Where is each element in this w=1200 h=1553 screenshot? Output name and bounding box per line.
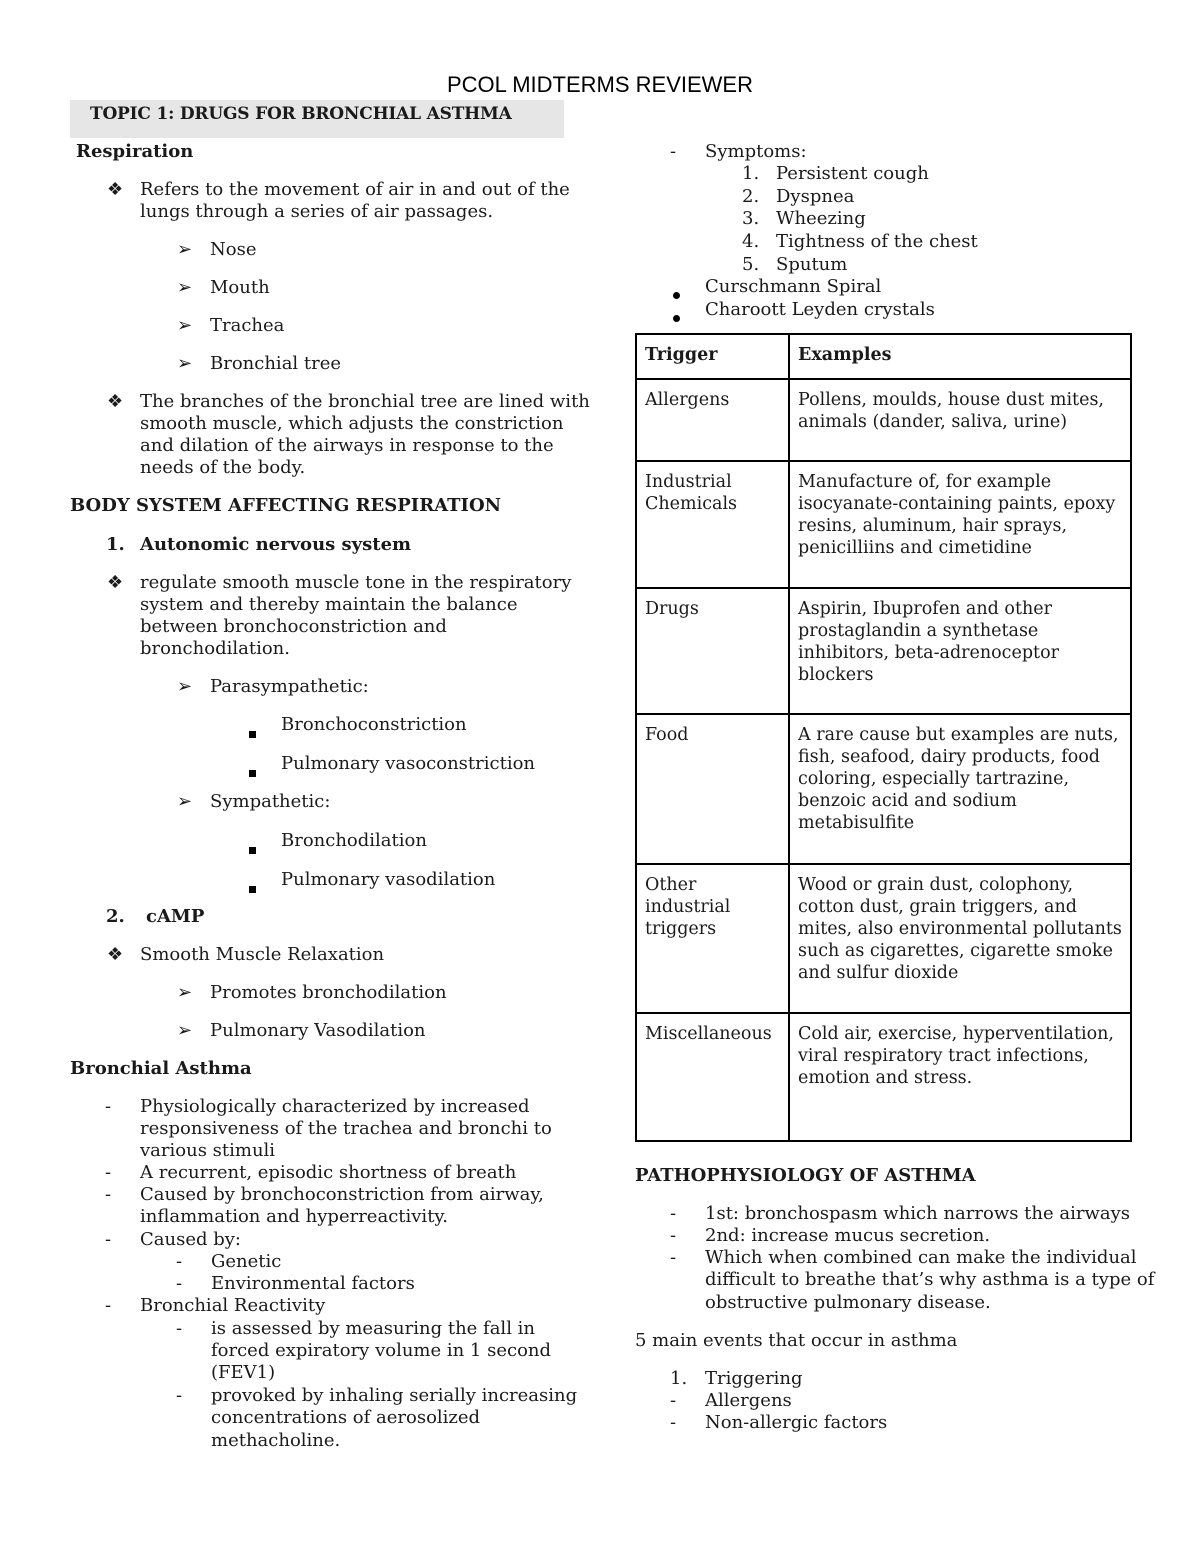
dash-bullet: - — [105, 1295, 112, 1316]
autonomic-desc-line: regulate smooth muscle tone in the respiratory — [140, 572, 572, 593]
symptoms-label: Symptoms: — [705, 141, 807, 162]
dash-bullet: - — [670, 1390, 677, 1411]
diamond-bullet-icon: ❖ — [107, 179, 124, 200]
respiration-heading: Respiration — [76, 141, 194, 162]
symptom-item: Persistent cough — [776, 163, 929, 184]
parasympathetic-item: Pulmonary vasoconstriction — [281, 753, 536, 774]
bronchial-tree-line: smooth muscle, which adjusts the constriction — [140, 413, 564, 434]
bronchial-asthma-heading: Bronchial Asthma — [70, 1058, 252, 1079]
dash-bullet: - — [670, 1247, 677, 1268]
respiration-def-line: Refers to the movement of air in and out of the — [140, 179, 570, 200]
trigger-cell: Allergens — [636, 379, 789, 461]
examples-cell: Wood or grain dust, colophony, cotton dust, grain triggers, and mites, also environmental pollutants such as cigarettes, cigarette smoke and sulfur dioxide — [789, 864, 1131, 1013]
parasympathetic-item: Bronchoconstriction — [281, 714, 467, 735]
patho-line: 2nd: increase mucus secretion. — [705, 1225, 991, 1246]
diamond-bullet-icon: ❖ — [107, 572, 124, 593]
event-item: Triggering — [705, 1368, 803, 1389]
arrow-bullet-icon: ➢ — [177, 315, 193, 336]
symptom-number: 2. — [742, 186, 760, 207]
trigger-cell: Food — [636, 714, 789, 864]
symptom-number: 5. — [742, 254, 760, 275]
dash-bullet: - — [670, 1203, 677, 1224]
diamond-bullet-icon: ❖ — [107, 391, 124, 412]
asthma-line: Caused by bronchoconstriction from airway, — [140, 1184, 544, 1205]
square-bullet-icon — [249, 877, 256, 899]
symptom-extra: Charoott Leyden crystals — [705, 299, 935, 320]
asthma-line: provoked by inhaling serially increasing — [211, 1385, 578, 1406]
asthma-line: various stimuli — [140, 1140, 276, 1161]
patho-line: 1st: bronchospasm which narrows the airways — [705, 1203, 1131, 1224]
table-row — [636, 714, 1131, 864]
document-title: PCOL MIDTERMS REVIEWER — [447, 72, 753, 97]
passage-item: Nose — [210, 239, 257, 260]
dash-bullet: - — [670, 1225, 677, 1246]
asthma-line: (FEV1) — [211, 1362, 276, 1383]
examples-cell: A rare cause but examples are nuts, fish, seafood, dairy products, food coloring, especially tartrazine, benzoic acid and sodium metabisulfite — [789, 714, 1131, 864]
patho-line: difficult to breathe that’s why asthma is a type of — [705, 1269, 1155, 1290]
examples-cell: Aspirin, Ibuprofen and other prostaglandin a synthetase inhibitors, beta-adrenoceptor blockers — [789, 588, 1131, 714]
dash-bullet: - — [176, 1385, 183, 1406]
asthma-line: forced expiratory volume in 1 second — [211, 1340, 552, 1361]
arrow-bullet-icon: ➢ — [177, 1020, 193, 1041]
asthma-line: Genetic — [211, 1251, 282, 1272]
dash-bullet: - — [670, 141, 677, 162]
dash-bullet: - — [176, 1251, 183, 1272]
square-bullet-icon — [249, 761, 256, 783]
symptom-number: 1. — [742, 163, 760, 184]
arrow-bullet-icon: ➢ — [177, 791, 193, 812]
symptom-item: Sputum — [776, 254, 848, 275]
event-number: 1. — [670, 1368, 688, 1389]
table-row — [636, 588, 1131, 714]
symptom-item: Tightness of the chest — [776, 231, 978, 252]
dash-bullet: - — [670, 1412, 677, 1433]
table-row — [636, 864, 1131, 1013]
arrow-bullet-icon: ➢ — [177, 676, 193, 697]
symptom-item: Wheezing — [776, 208, 866, 229]
asthma-line: Bronchial Reactivity — [140, 1295, 326, 1316]
table-row — [636, 379, 1131, 461]
sympathetic-item: Pulmonary vasodilation — [281, 869, 496, 890]
arrow-bullet-icon: ➢ — [177, 982, 193, 1003]
table-header: Trigger — [636, 334, 789, 379]
patho-line: obstructive pulmonary disease. — [705, 1292, 991, 1313]
asthma-line: is assessed by measuring the fall in — [211, 1318, 536, 1339]
asthma-line: responsiveness of the trachea and bronchi to — [140, 1118, 552, 1139]
arrow-bullet-icon: ➢ — [177, 277, 193, 298]
trigger-cell: Other industrial triggers — [636, 864, 789, 1013]
trigger-cell: Industrial Chemicals — [636, 461, 789, 588]
arrow-bullet-icon: ➢ — [177, 353, 193, 374]
events-label: 5 main events that occur in asthma — [635, 1330, 958, 1351]
autonomic-desc-line: system and thereby maintain the balance — [140, 594, 518, 615]
item-number: 2. — [106, 906, 125, 927]
item-number: 1. — [106, 534, 125, 555]
table-row — [636, 1013, 1131, 1141]
parasympathetic-label: Parasympathetic: — [210, 676, 369, 697]
passage-item: Mouth — [210, 277, 270, 298]
diamond-bullet-icon: ❖ — [107, 944, 124, 965]
camp-label: cAMP — [146, 906, 205, 927]
asthma-line: Caused by: — [140, 1229, 241, 1250]
symptom-number: 3. — [742, 208, 760, 229]
bronchial-tree-line: The branches of the bronchial tree are lined with — [140, 391, 590, 412]
pathophysiology-heading: PATHOPHYSIOLOGY OF ASTHMA — [635, 1165, 976, 1186]
table-header: Examples — [789, 334, 1131, 379]
dash-bullet: - — [105, 1184, 112, 1205]
asthma-line: concentrations of aerosolized — [211, 1407, 481, 1428]
dot-bullet-icon — [673, 306, 680, 328]
asthma-line: Physiologically characterized by increased — [140, 1096, 530, 1117]
arrow-bullet-icon: ➢ — [177, 239, 193, 260]
symptom-extra: Curschmann Spiral — [705, 276, 882, 297]
square-bullet-icon — [249, 838, 256, 860]
asthma-line: inflammation and hyperreactivity. — [140, 1206, 448, 1227]
dash-bullet: - — [105, 1162, 112, 1183]
camp-sub-item: Promotes bronchodilation — [210, 982, 447, 1003]
asthma-line: Environmental factors — [211, 1273, 415, 1294]
camp-sub-item: Pulmonary Vasodilation — [210, 1020, 426, 1041]
sympathetic-label: Sympathetic: — [210, 791, 331, 812]
topic-banner — [70, 100, 564, 138]
autonomic-desc-line: between bronchoconstriction and — [140, 616, 447, 637]
body-system-heading: BODY SYSTEM AFFECTING RESPIRATION — [70, 495, 502, 516]
examples-cell: Cold air, exercise, hyperventilation, viral respiratory tract infections, emotion and stress. — [789, 1013, 1131, 1141]
asthma-line: A recurrent, episodic shortness of breath — [140, 1162, 517, 1183]
camp-desc: Smooth Muscle Relaxation — [140, 944, 385, 965]
topic-heading: TOPIC 1: DRUGS FOR BRONCHIAL ASTHMA — [90, 104, 512, 124]
trigger-cell: Drugs — [636, 588, 789, 714]
trigger-table — [635, 333, 1132, 1142]
event-item: Allergens — [705, 1390, 792, 1411]
symptom-item: Dyspnea — [776, 186, 855, 207]
passage-item: Trachea — [210, 315, 285, 336]
patho-line: Which when combined can make the individual — [705, 1247, 1137, 1268]
sympathetic-item: Bronchodilation — [281, 830, 427, 851]
trigger-cell: Miscellaneous — [636, 1013, 789, 1141]
square-bullet-icon — [249, 722, 256, 744]
symptom-number: 4. — [742, 231, 760, 252]
dash-bullet: - — [105, 1229, 112, 1250]
asthma-line: methacholine. — [211, 1430, 341, 1451]
examples-cell: Manufacture of, for example isocyanate-containing paints, epoxy resins, aluminum, hair sprays, penicilliins and cimetidine — [789, 461, 1131, 588]
autonomic-desc-line: bronchodilation. — [140, 638, 290, 659]
dash-bullet: - — [176, 1318, 183, 1339]
examples-cell: Pollens, moulds, house dust mites, animals (dander, saliva, urine) — [789, 379, 1131, 461]
dash-bullet: - — [176, 1273, 183, 1294]
dash-bullet: - — [105, 1096, 112, 1117]
event-item: Non-allergic factors — [705, 1412, 888, 1433]
bronchial-tree-line: needs of the body. — [140, 457, 306, 478]
bronchial-tree-line: and dilation of the airways in response to the — [140, 435, 554, 456]
autonomic-label: Autonomic nervous system — [140, 534, 412, 555]
table-row — [636, 461, 1131, 588]
passage-item: Bronchial tree — [210, 353, 342, 374]
dot-bullet-icon — [673, 283, 680, 305]
table-header-row — [636, 334, 1131, 379]
respiration-def-line: lungs through a series of air passages. — [140, 201, 494, 222]
